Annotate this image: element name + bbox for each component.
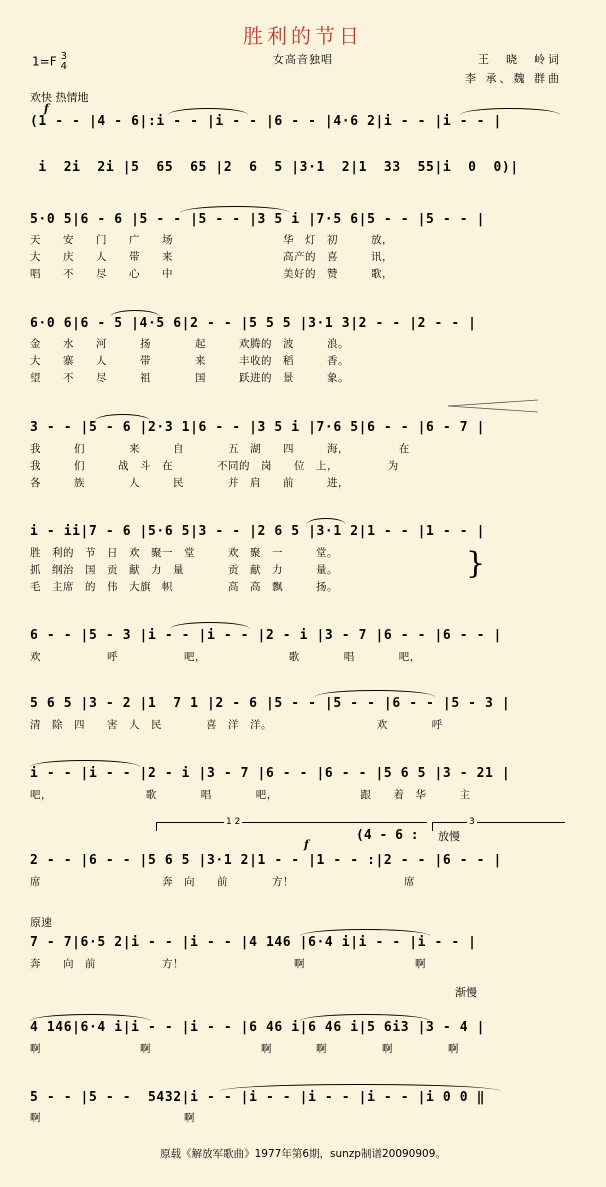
lyric-line: 我 们 来 自 五 湖 四 海， 在 bbox=[30, 443, 410, 455]
lyric-line: 天 安 门 广 场 华 灯 初 放， bbox=[30, 234, 393, 246]
notation-row-1: (1 - - |4 - 6|:i - - |i - - |6 - - |4·6 2|i - - |i - - | bbox=[30, 114, 502, 129]
notation-row-7: 6 - - |5 - 3 |i - - |i - - |2 - i |3 - 7 |6 - - |6 - - | bbox=[30, 628, 502, 643]
dynamic-forte: f bbox=[304, 838, 309, 851]
notation-row-2: i 2i 2i |5 65 65 |2 6 5 |3·1 2|1 33 55|i 0 0)| bbox=[30, 160, 519, 175]
lyricist-credit: 王 晓 岭词 bbox=[478, 53, 562, 66]
slur bbox=[95, 414, 150, 421]
notation-row-13: 5 - - |5 - - 5432|i - - |i - - |i - - |i - - |i 0 0 ‖ bbox=[30, 1090, 486, 1105]
brace-symbol: } bbox=[466, 546, 486, 581]
slur bbox=[300, 929, 430, 936]
notation-row-3: 5·0 5|6 - 6 |5 - - |5 - - |3 5 i |7·5 6|5 - - |5 - - | bbox=[30, 212, 486, 227]
composer-credit: 李 承、魏 群曲 bbox=[465, 72, 562, 85]
slur bbox=[30, 760, 140, 767]
notation-row-6: i - ii|7 - 6 |5·6 5|3 - - |2 6 5 |3·1 2|1 - - |1 - - | bbox=[30, 524, 486, 539]
dynamic-forte: f bbox=[44, 102, 49, 115]
decrescendo-hairpin bbox=[448, 398, 540, 414]
notation-row-8: 5 6 5 |3 - 2 |1 7 1 |2 - 6 |5 - - |5 - - |6 - - |5 - 3 | bbox=[30, 696, 511, 711]
slur bbox=[168, 108, 248, 115]
notation-row-9: i - - |i - - |2 - i |3 - 7 |6 - - |6 - - |5 6 5 |3 - 21 | bbox=[30, 766, 511, 781]
notation-row-11: 7 - 7|6·5 2|i - - |i - - |4 146 |6·4 i|i - - |i - - | bbox=[30, 935, 477, 950]
notation-row-10: 2 - - |6 - - |5 6 5 |3·1 2|1 - - |1 - - :|2 - - |6 - - | bbox=[30, 853, 502, 868]
first-ending-label: 1 2 bbox=[226, 817, 241, 827]
lyric-line: 啊 啊 bbox=[30, 1112, 195, 1124]
slur bbox=[460, 108, 560, 115]
song-title: 胜利的节日 bbox=[243, 24, 363, 48]
lyric-line: 唱 不 尽 心 中 美好的 赞 歌， bbox=[30, 268, 393, 280]
lyric-line: 吧， 歌 唱 吧， 跟 着 华 主 bbox=[30, 789, 471, 801]
tempo-yuansu: 原速 bbox=[30, 916, 52, 929]
slur bbox=[306, 518, 346, 525]
tempo-fangman: 放慢 bbox=[438, 830, 460, 843]
slur bbox=[110, 310, 160, 317]
lyric-line: 大 寨 人 带 来 丰收的 稻 香。 bbox=[30, 355, 349, 367]
tempo-marking: 欢快 热情地 bbox=[30, 91, 89, 104]
lyric-line: 望 不 尽 祖 国 跃进的 景 象。 bbox=[30, 372, 349, 384]
lyric-line: 胜 利的 节 日 欢 聚一 堂 欢 聚 一 堂。 bbox=[30, 547, 338, 559]
lyric-line: 毛 主席 的 伟 大旗 帜 高 高 飘 扬。 bbox=[30, 581, 338, 593]
slur bbox=[300, 1014, 430, 1021]
repeat-pickup: (4 - 6 : bbox=[356, 828, 419, 843]
tempo-jianman: 渐慢 bbox=[455, 986, 477, 999]
notation-row-12: 4 146|6·4 i|i - - |i - - |6 46 i|6 46 i|5 6i3 |3 - 4 | bbox=[30, 1020, 486, 1035]
slur bbox=[170, 622, 250, 629]
time-signature: 3 4 bbox=[60, 51, 67, 72]
slur bbox=[220, 1084, 500, 1091]
lyric-line: 奔 向 前 方！ 啊 啊 bbox=[30, 958, 426, 970]
slur bbox=[180, 206, 290, 213]
key-signature: 1=F 3 4 bbox=[32, 51, 67, 72]
lyric-line: 啊 啊 啊 啊 啊 啊 bbox=[30, 1043, 459, 1055]
notation-row-4: 6·0 6|6 - 5 |4·5 6|2 - - |5 5 5 |3·1 3|2 - - |2 - - | bbox=[30, 316, 477, 331]
slur bbox=[30, 1014, 150, 1021]
slur bbox=[315, 690, 435, 697]
lyric-line: 清 除 四 害 人 民 喜 洋 洋。 欢 呼 bbox=[30, 719, 443, 731]
lyric-line: 金 水 河 扬 起 欢腾的 波 浪。 bbox=[30, 338, 349, 350]
lyric-line: 大 庆 人 带 来 高产的 喜 讯， bbox=[30, 251, 393, 263]
notation-row-5: 3 - - |5 - 6 |2·3 1|6 - - |3 5 i |7·6 5|6 - - |6 - 7 | bbox=[30, 420, 486, 435]
lyric-line: 席 奔 向 前 方！ 席 bbox=[30, 876, 415, 888]
lyric-line: 欢 呼 吧， 歌 唱 吧， bbox=[30, 651, 421, 663]
second-ending-label: 3 bbox=[469, 817, 475, 827]
subtitle: 女高音独唱 bbox=[273, 53, 333, 66]
lyric-line: 抓 纲治 国 贡 献 力 量 贡 献 力 量。 bbox=[30, 564, 338, 576]
source-footer: 原载《解放军歌曲》1977年第6期，sunzp制谱20090909。 bbox=[160, 1148, 446, 1160]
lyric-line: 我 们 战 斗 在 不同的 岗 位 上， 为 bbox=[30, 460, 399, 472]
lyric-line: 各 族 人 民 并 肩 前 进， bbox=[30, 477, 349, 489]
